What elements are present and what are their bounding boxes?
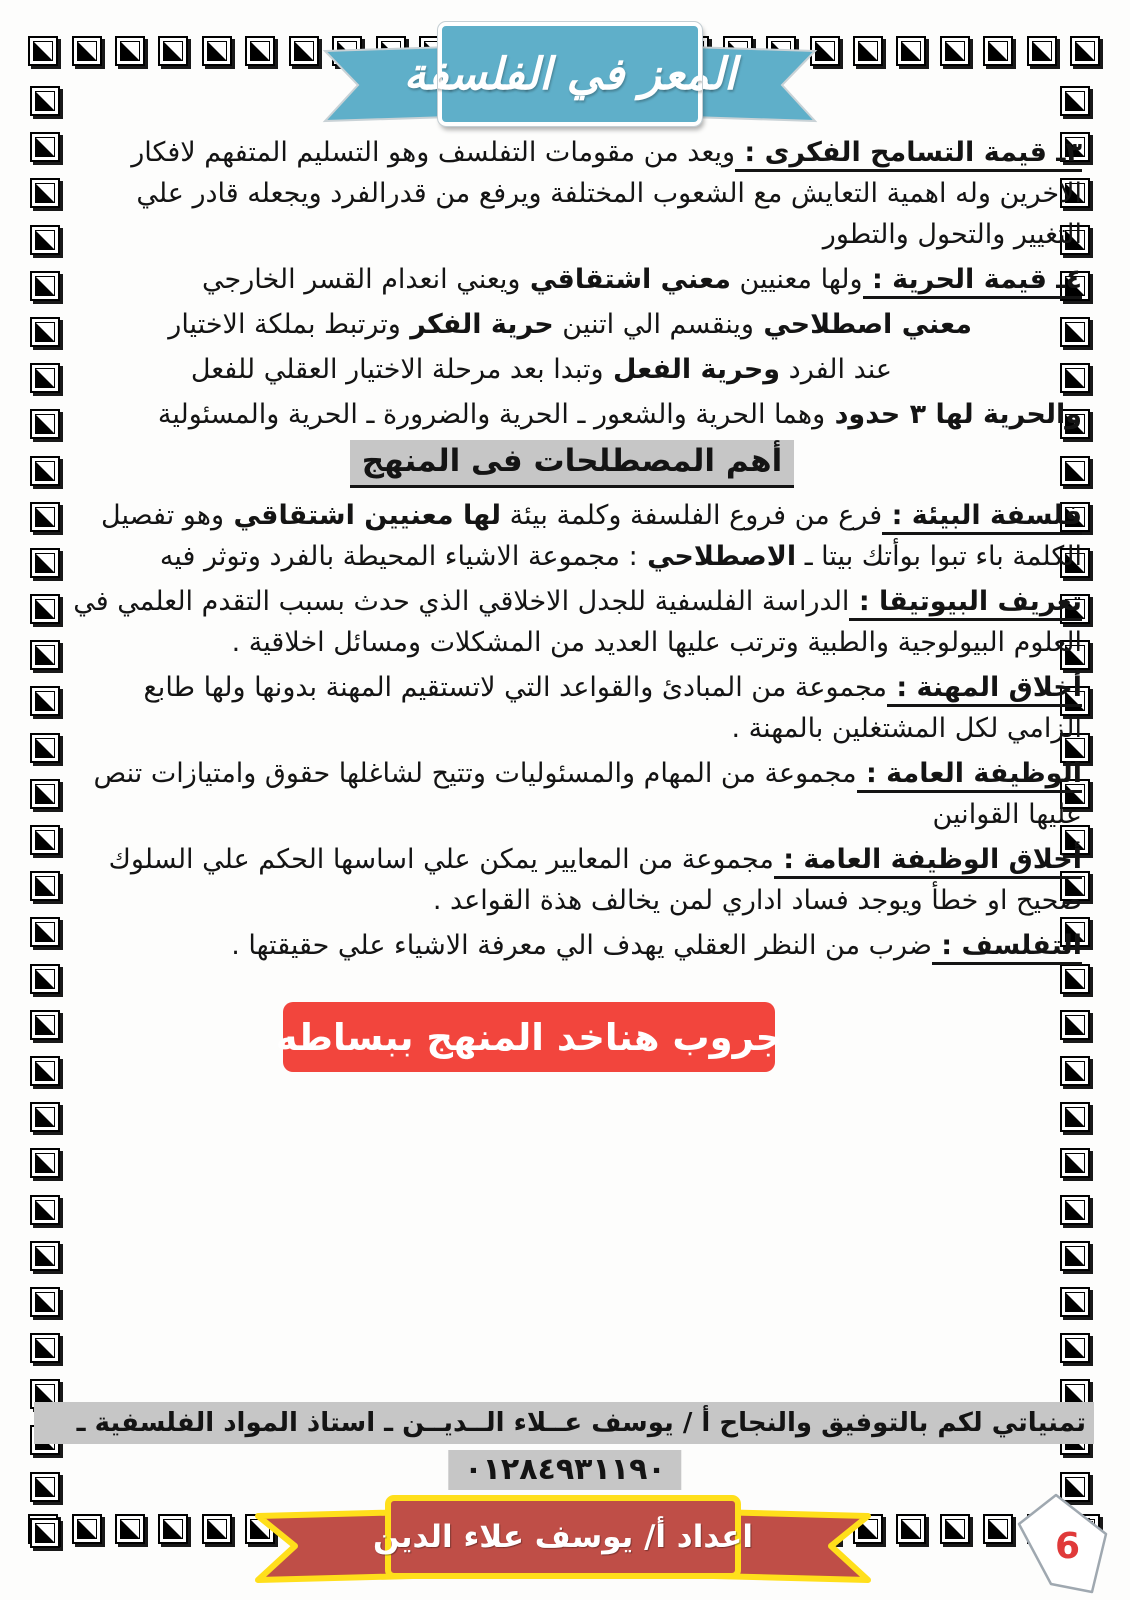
paragraph-public-job-ethics: أخلاق الوظيفة العامة : مجموعة من المعايير يمكن علي اساسها الحكم علي السلوك صحيح او خطأ ويوجد فساد اداري لمن يخالف هذة القواعد . (108, 844, 1082, 916)
border-square-icon (30, 1195, 60, 1225)
border-square-icon (28, 36, 58, 66)
border-square-icon (30, 871, 60, 901)
border-square-icon (1060, 1148, 1090, 1178)
border-left (30, 86, 60, 1548)
border-square-icon (1060, 1333, 1090, 1363)
paragraph-profession-ethics: أخلاق المهنة : مجموعة من المبادئ والقواعد التي لاتستقيم المهنة بدونها ولها طابع الزامي لكل المشتغلين بالمهنة . (143, 672, 1082, 744)
header-banner (320, 20, 820, 132)
border-square-icon (289, 36, 319, 66)
footer-ribbon-plate (372, 1498, 754, 1576)
border-square-icon (30, 1287, 60, 1317)
border-square-icon (1027, 36, 1057, 66)
border-square-icon (30, 409, 60, 439)
border-square-icon (1060, 1195, 1090, 1225)
banner-title: المعز في الفلسفة (403, 48, 737, 100)
border-square-icon (30, 548, 60, 578)
border-square-icon (30, 1241, 60, 1271)
border-square-icon (30, 502, 60, 532)
border-square-icon (940, 36, 970, 66)
footer-ribbon-label: اعداد أ/ يوسف علاء الدين (372, 1519, 754, 1555)
border-square-icon (30, 779, 60, 809)
border-square-icon (1060, 86, 1090, 116)
border-square-icon (115, 1514, 145, 1544)
border-square-icon (30, 640, 60, 670)
page-number: 6 (1054, 1526, 1080, 1567)
border-square-icon (72, 36, 102, 66)
border-square-icon (115, 36, 145, 66)
paragraph-bioethics: تعريف البيوتيقا : الدراسة الفلسفية للجدل الاخلاقي الذي حدث بسبب التقدم العلمي في العلوم البيولوجية والطبية وترتب عليها العديد من المشكلات ومسائل اخلاقية . (73, 586, 1082, 658)
terms-heading: أهم المصطلحات فى المنهج (350, 440, 795, 488)
border-square-icon (30, 363, 60, 393)
border-square-icon (72, 1514, 102, 1544)
paragraph-intellectual-tolerance: ٣ـ قيمة التسامح الفكرى : ويعد من مقومات التفلسف وهو التسليم المتفهم لافكار الاخرين وله اهمية التعايش مع الشعوب المختلفة ويرفع من قدرالفرد ويجعله قادر علي التغيير والتحول والتطور (131, 137, 1082, 250)
page-number-marker (1014, 1492, 1114, 1597)
border-square-icon (30, 594, 60, 624)
border-square-icon (202, 36, 232, 66)
border-square-icon (1060, 1287, 1090, 1317)
border-square-icon (30, 733, 60, 763)
border-square-icon (853, 36, 883, 66)
border-square-icon (896, 1514, 926, 1544)
promo-label: جروب هناخد المنهج ببساطه (275, 1015, 783, 1059)
footer-wishes: تمنياتي لكم بالتوفيق والنجاح أ / يوسف عــلاء الــديــن ـ استاذ المواد الفلسفية ـ (34, 1402, 1094, 1444)
border-square-icon (30, 1056, 60, 1086)
border-square-icon (30, 456, 60, 486)
paragraph-freedom-idiomatic: معني اصطلاحي وينقسم الي اتنين حرية الفكر وترتبط بملكة الاختيار (168, 309, 972, 340)
border-square-icon (30, 1102, 60, 1132)
border-square-icon (30, 1518, 60, 1548)
border-square-icon (1060, 1010, 1090, 1040)
border-square-icon (30, 1010, 60, 1040)
paragraph-freedom-value: ٤ـ قيمة الحرية : ولها معنيين معني اشتقاقي ويعني انعدام القسر الخارجي (62, 259, 1082, 300)
footer-ribbon (253, 1494, 873, 1589)
paragraph-philosophizing: التفلسف : ضرب من النظر العقلي يهدف الي معرفة الاشياء علي حقيقتها . (62, 925, 1082, 966)
border-square-icon (158, 36, 188, 66)
border-square-icon (30, 1472, 60, 1502)
border-square-icon (1070, 36, 1100, 66)
border-square-icon (158, 1514, 188, 1544)
border-square-icon (30, 1333, 60, 1363)
border-square-icon (30, 271, 60, 301)
paragraph-freedom-action: عند الفرد وحرية الفعل وتبدا بعد مرحلة الاختيار العقلي للفعل (190, 354, 892, 385)
paragraph-public-job: الوظيفة العامة : مجموعة من المهام والمسئوليات وتتيح لشاغلها حقوق وامتيازات تنص عليها القوانين (93, 758, 1082, 830)
content (62, 132, 1082, 970)
border-square-icon (983, 36, 1013, 66)
border-square-icon (30, 917, 60, 947)
border-square-icon (245, 36, 275, 66)
border-square-icon (940, 1514, 970, 1544)
promo-banner (275, 1002, 783, 1072)
border-square-icon (1060, 1241, 1090, 1271)
paragraph-freedom-limits: والحرية لها ٣ حدود وهما الحرية والشعور ـ الحرية والضرورة ـ الحرية والمسئولية (157, 399, 1082, 430)
border-square-icon (1060, 1056, 1090, 1086)
banner-plate (403, 22, 737, 126)
border-square-icon (30, 132, 60, 162)
border-square-icon (30, 825, 60, 855)
border-square-icon (1060, 1102, 1090, 1132)
border-square-icon (30, 225, 60, 255)
border-square-icon (202, 1514, 232, 1544)
border-square-icon (30, 686, 60, 716)
border-square-icon (896, 36, 926, 66)
border-square-icon (30, 964, 60, 994)
paragraph-environment-philosophy: فلسفة البيئة : فرع من فروع الفلسفة وكلمة بيئة لها معنيين اشتقاقي وهو تفصيل الكلمة باء تبوا بوأتك بيتا ـ الاصطلاحي : مجموعة الاشياء المحيطة بالفرد وتوثر فيه (101, 500, 1082, 572)
border-square-icon (30, 178, 60, 208)
border-square-icon (30, 86, 60, 116)
border-square-icon (30, 317, 60, 347)
border-square-icon (983, 1514, 1013, 1544)
border-square-icon (30, 1148, 60, 1178)
footer-phone: ٠١٢٨٤٩٣١١٩٠ (448, 1450, 681, 1490)
